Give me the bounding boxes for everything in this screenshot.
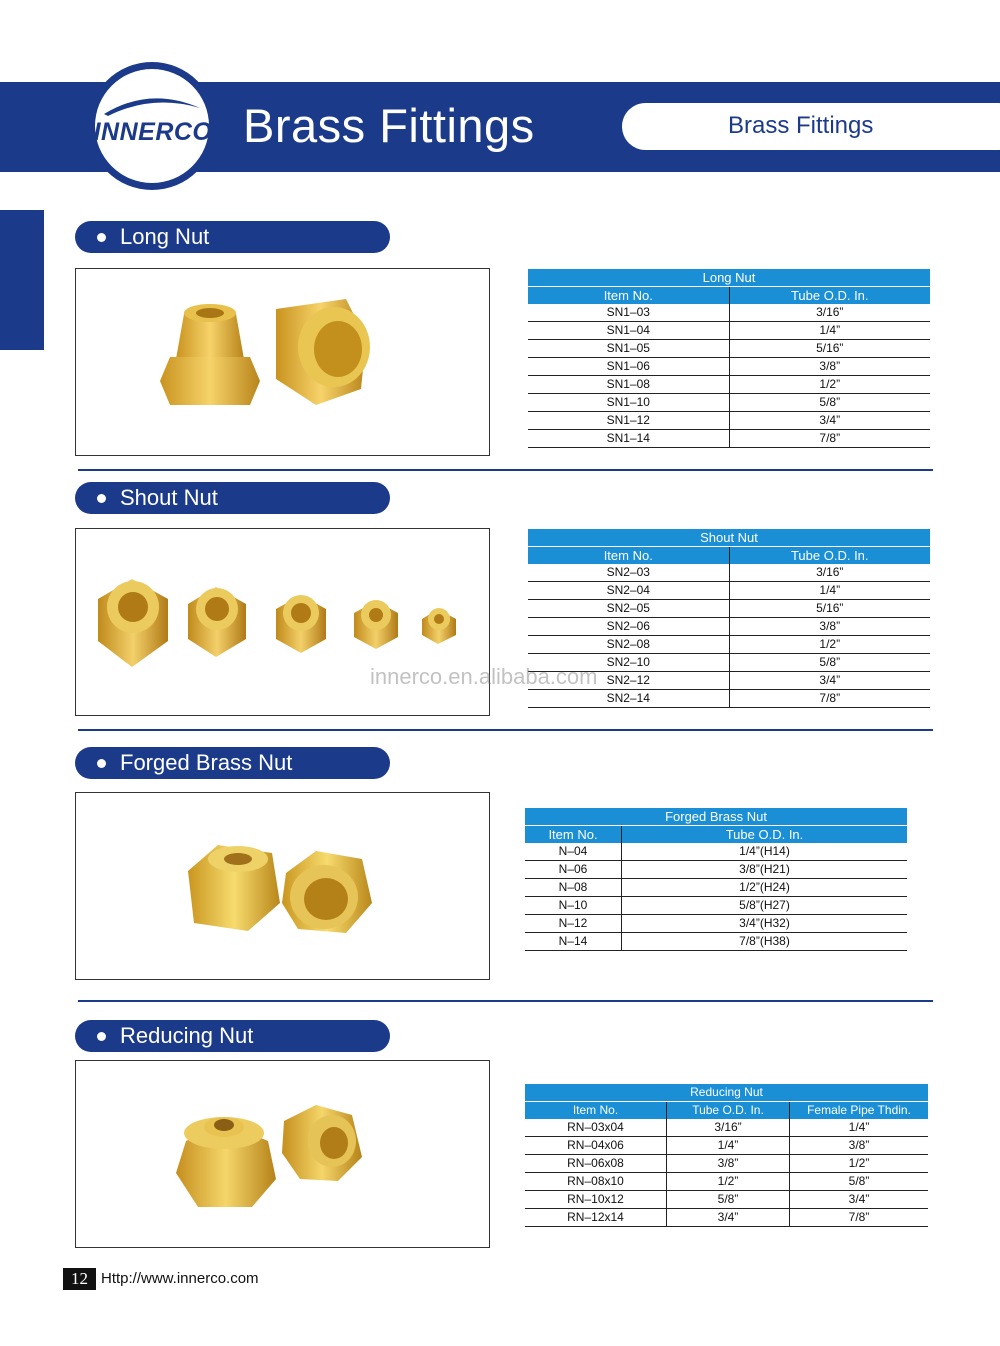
table-row (528, 690, 930, 708)
table-row (525, 861, 907, 879)
tube-od-cell: 3/8” (729, 618, 930, 636)
header-pill-text: Brass Fittings (728, 112, 874, 139)
item-no-cell: RN–06x08 (525, 1155, 667, 1173)
table-row (528, 412, 930, 430)
table-row (528, 600, 930, 618)
tube-od-cell: 5/8” (729, 654, 930, 672)
spec-table-forged-brass-nut (525, 808, 907, 951)
table-row (528, 618, 930, 636)
item-no-cell: N–14 (525, 933, 622, 951)
item-no-cell: SN1–12 (528, 412, 729, 430)
logo-swoosh-icon (100, 90, 204, 120)
table-row (525, 897, 907, 915)
item-no-cell: RN–08x10 (525, 1173, 667, 1191)
item-no-cell: RN–03x04 (525, 1119, 667, 1137)
tube-od-cell: 7/8” (729, 430, 930, 448)
tube-od-cell: 1/2” (729, 376, 930, 394)
table-row (525, 1191, 928, 1209)
table-row (525, 1209, 928, 1227)
item-no-cell: N–08 (525, 879, 622, 897)
table-row (525, 933, 907, 951)
item-no-cell: SN1–05 (528, 340, 729, 358)
table-row (528, 564, 930, 582)
female-pipe-cell: 3/8” (790, 1137, 929, 1155)
product-photo-long-nut (75, 268, 490, 456)
item-no-cell: SN1–14 (528, 430, 729, 448)
tube-od-cell: 3/4” (729, 412, 930, 430)
tube-od-cell: 5/8” (729, 394, 930, 412)
table-caption: Reducing Nut (525, 1084, 928, 1102)
section-pill-reducing-nut (75, 1020, 390, 1052)
table-caption: Forged Brass Nut (525, 808, 907, 826)
col-header-item-no: Item No. (525, 826, 622, 844)
item-no-cell: SN1–04 (528, 322, 729, 340)
table-caption: Shout Nut (528, 529, 930, 547)
section-divider (78, 469, 933, 471)
female-pipe-cell: 1/2” (790, 1155, 929, 1173)
item-no-cell: SN2–06 (528, 618, 729, 636)
bullet-icon (97, 759, 106, 768)
bullet-icon (97, 494, 106, 503)
item-no-cell: SN2–08 (528, 636, 729, 654)
item-no-cell: N–06 (525, 861, 622, 879)
section-divider (78, 729, 933, 731)
table-row (528, 340, 930, 358)
table-row (525, 879, 907, 897)
tube-od-cell: 7/8”(H38) (622, 933, 908, 951)
table-row (528, 358, 930, 376)
tube-od-cell: 3/8” (667, 1155, 790, 1173)
col-header-tube-od: Tube O.D. In. (667, 1102, 790, 1120)
item-no-cell: N–10 (525, 897, 622, 915)
female-pipe-cell: 5/8” (790, 1173, 929, 1191)
col-header-item-no: Item No. (528, 547, 729, 565)
table-row (528, 376, 930, 394)
tube-od-cell: 5/16” (729, 340, 930, 358)
table-row (528, 322, 930, 340)
tube-od-cell: 3/8” (729, 358, 930, 376)
table-row (525, 1119, 928, 1137)
table-row (525, 1137, 928, 1155)
tube-od-cell: 1/2” (729, 636, 930, 654)
tube-od-cell: 5/16” (729, 600, 930, 618)
tube-od-cell: 5/8” (667, 1191, 790, 1209)
female-pipe-cell: 3/4” (790, 1191, 929, 1209)
section-pill-long-nut (75, 221, 390, 253)
tube-od-cell: 7/8” (729, 690, 930, 708)
section-pill-shout-nut (75, 482, 390, 514)
section-pill-forged-brass-nut (75, 747, 390, 779)
item-no-cell: N–12 (525, 915, 622, 933)
item-no-cell: SN1–03 (528, 304, 729, 322)
page-title: Brass Fittings (243, 99, 535, 152)
female-pipe-cell: 1/4” (790, 1119, 929, 1137)
tube-od-cell: 3/8”(H21) (622, 861, 908, 879)
col-header-item-no: Item No. (528, 287, 729, 305)
female-pipe-cell: 7/8” (790, 1209, 929, 1227)
section-label: Shout Nut (120, 485, 218, 510)
col-header-female-pipe-thread: Female Pipe Thdin. (790, 1102, 929, 1120)
item-no-cell: SN2–14 (528, 690, 729, 708)
item-no-cell: SN2–10 (528, 654, 729, 672)
bullet-icon (97, 233, 106, 242)
table-row (525, 1155, 928, 1173)
section-label: Reducing Nut (120, 1023, 254, 1048)
item-no-cell: SN2–03 (528, 564, 729, 582)
tube-od-cell: 3/16” (729, 564, 930, 582)
col-header-item-no: Item No. (525, 1102, 667, 1120)
logo-text: INNERCO (93, 118, 213, 146)
tube-od-cell: 1/4” (729, 582, 930, 600)
table-row (528, 304, 930, 322)
item-no-cell: SN1–08 (528, 376, 729, 394)
tube-od-cell: 1/2”(H24) (622, 879, 908, 897)
tube-od-cell: 1/4” (729, 322, 930, 340)
item-no-cell: SN2–12 (528, 672, 729, 690)
long-nut-image (76, 269, 489, 455)
tube-od-cell: 3/4”(H32) (622, 915, 908, 933)
product-photo-forged-brass-nut (75, 792, 490, 980)
table-row (528, 394, 930, 412)
col-header-tube-od: Tube O.D. In. (729, 547, 930, 565)
item-no-cell: N–04 (525, 843, 622, 861)
tube-od-cell: 3/4” (667, 1209, 790, 1227)
col-header-tube-od: Tube O.D. In. (729, 287, 930, 305)
item-no-cell: RN–12x14 (525, 1209, 667, 1227)
table-row (525, 843, 907, 861)
side-tab (0, 210, 44, 350)
tube-od-cell: 1/4”(H14) (622, 843, 908, 861)
tube-od-cell: 3/16” (667, 1119, 790, 1137)
bullet-icon (97, 1032, 106, 1041)
table-row (528, 430, 930, 448)
spec-table-long-nut (528, 269, 930, 448)
item-no-cell: SN2–05 (528, 600, 729, 618)
table-row (525, 1173, 928, 1191)
section-label: Forged Brass Nut (120, 750, 293, 775)
page-number: 12 (63, 1268, 96, 1290)
spec-table-reducing-nut (525, 1084, 928, 1227)
product-photo-reducing-nut (75, 1060, 490, 1248)
table-row (525, 915, 907, 933)
item-no-cell: RN–10x12 (525, 1191, 667, 1209)
watermark: innerco.en.alibaba.com (370, 664, 598, 689)
item-no-cell: RN–04x06 (525, 1137, 667, 1155)
table-row (528, 636, 930, 654)
table-caption: Long Nut (528, 269, 930, 287)
tube-od-cell: 3/4” (729, 672, 930, 690)
footer-url[interactable]: Http://www.innerco.com (101, 1270, 259, 1287)
tube-od-cell: 1/4” (667, 1137, 790, 1155)
item-no-cell: SN2–04 (528, 582, 729, 600)
section-divider (78, 1000, 933, 1002)
tube-od-cell: 5/8”(H27) (622, 897, 908, 915)
tube-od-cell: 1/2” (667, 1173, 790, 1191)
item-no-cell: SN1–10 (528, 394, 729, 412)
forged-brass-nut-image (76, 793, 489, 979)
col-header-tube-od: Tube O.D. In. (622, 826, 908, 844)
table-row (528, 582, 930, 600)
tube-od-cell: 3/16” (729, 304, 930, 322)
section-label: Long Nut (120, 224, 210, 249)
item-no-cell: SN1–06 (528, 358, 729, 376)
reducing-nut-image (76, 1061, 489, 1247)
